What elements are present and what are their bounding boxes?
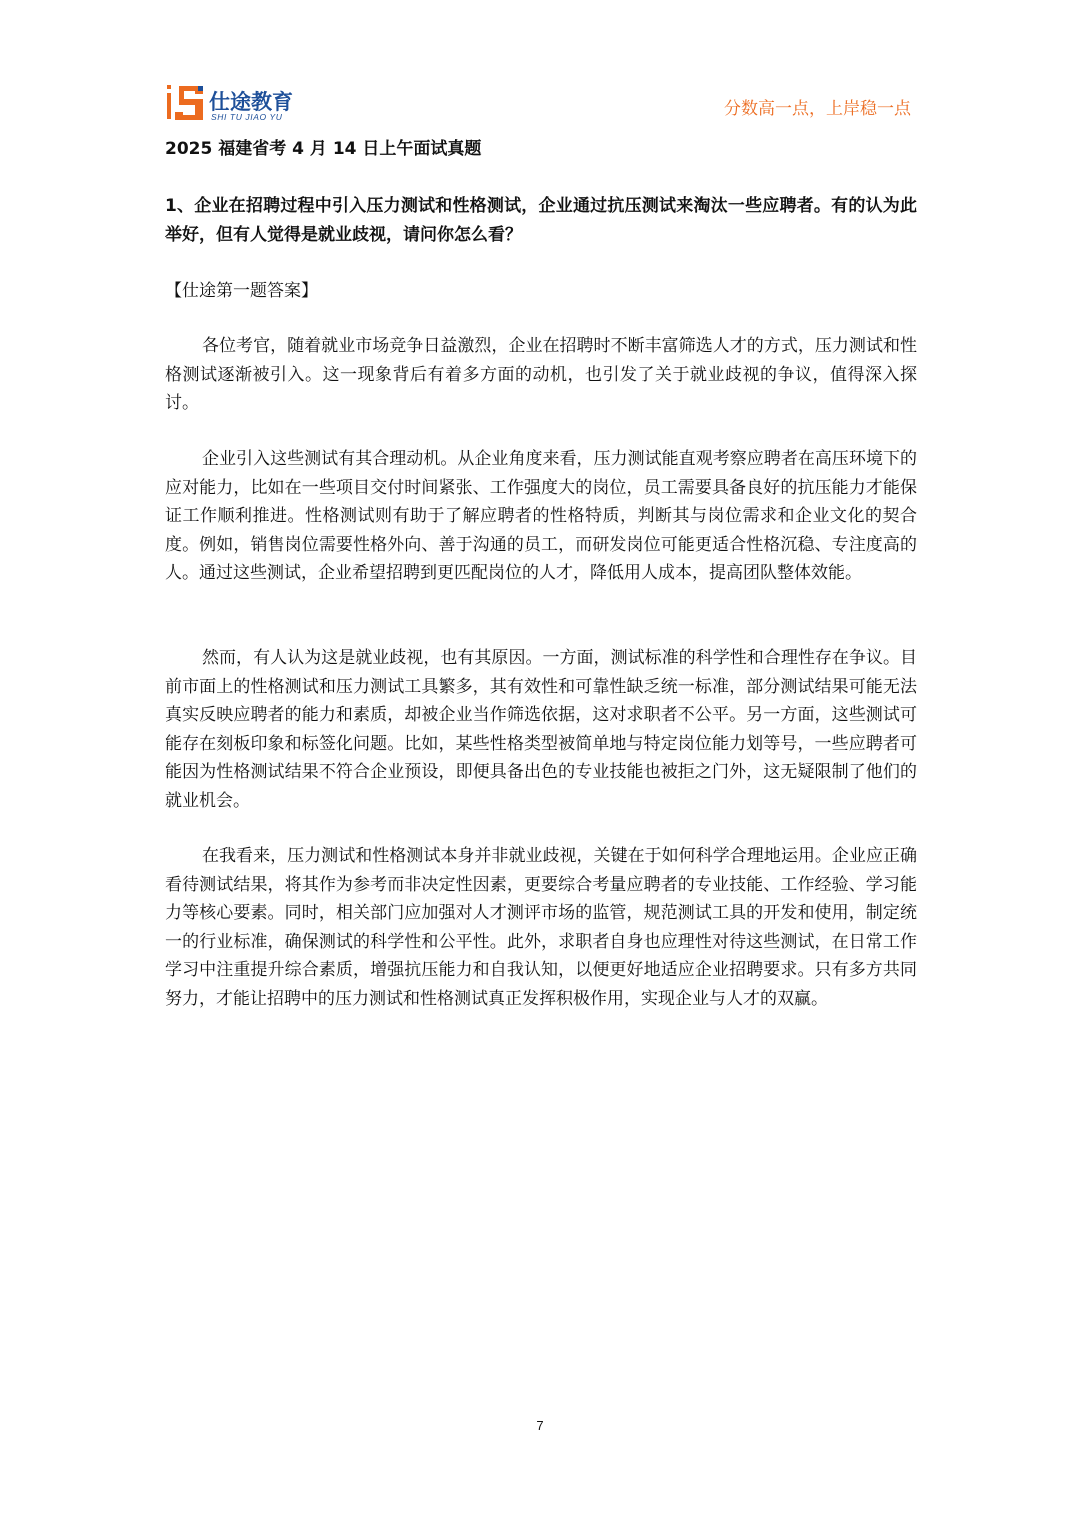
question-text: 1、企业在招聘过程中引入压力测试和性格测试，企业通过抗压测试来淘汰一些应聘者。有的认为此举好，但有人觉得是就业歧视，请问你怎么看？ [165,196,917,245]
answer-paragraph-3: 然而，有人认为这是就业歧视，也有其原因。一方面，测试标准的科学性和合理性存在争议。目前市面上的性格测试和压力测试工具繁多，其有效性和可靠性缺乏统一标准，部分测试结果可能无法真实反映应聘者的能力和素质，却被企业当作筛选依据，这对求职者不公平。另一方面，这些测试可能存在刻板印象和标签化问题。比如，某些性格类型被简单地与特定岗位能力划等号，一些应聘者可能因为性格测试结果不符合企业预设，即便具备出色的专业技能也被拒之门外，这无疑限制了他们的就业机会。 [165,648,917,811]
page-header [165,80,915,130]
answer-paragraph-2: 企业引入这些测试有其合理动机。从企业角度来看，压力测试能直观考察应聘者在高压环境下的应对能力，比如在一些项目交付时间紧张、工作强度大的岗位，员工需要具备良好的抗压能力才能保证工作顺利推进。性格测试则有助于了解应聘者的性格特质，判断其与岗位需求和企业文化的契合度。例如，销售岗位需要性格外向、善于沟通的员工，而研发岗位可能更适合性格沉稳、专注度高的人。通过这些测试，企业希望招聘到更匹配岗位的人才，降低用人成本，提高团队整体效能。 [165,449,917,584]
answer-paragraph-4: 在我看来，压力测试和性格测试本身并非就业歧视，关键在于如何科学合理地运用。企业应正确看待测试结果，将其作为参考而非决定性因素，更要综合考量应聘者的专业技能、工作经验、学习能力等核心要素。同时，相关部门应加强对人才测评市场的监管，规范测试工具的开发和使用，制定统一的行业标准，确保测试的科学性和公平性。此外，求职者自身也应理性对待这些测试，在日常工作学习中注重提升综合素质，增强抗压能力和自我认知，以便更好地适应企业招聘要求。只有多方共同努力，才能让招聘中的压力测试和性格测试真正发挥积极作用，实现企业与人才的双赢。 [165,846,917,1009]
slogan: 分数高一点，上岸稳一点 [724,99,911,119]
logo-text-en: SHI TU JIAO YU [211,112,283,122]
logo-text-cn: 仕途教育 [209,90,293,114]
logo [165,80,325,128]
document-title: 2025 福建省考 4 月 14 日上午面试真题 [165,139,482,159]
answer-paragraph-1: 各位考官，随着就业市场竞争日益激烈，企业在招聘时不断丰富筛选人才的方式，压力测试和性格测试逐渐被引入。这一现象背后有着多方面的动机，也引发了关于就业歧视的争议，值得深入探讨。 [165,336,917,414]
page-number: 7 [536,1418,544,1433]
answer-label: 【仕途第一题答案】 [165,281,318,301]
shitu-s-logo-icon [165,82,207,124]
